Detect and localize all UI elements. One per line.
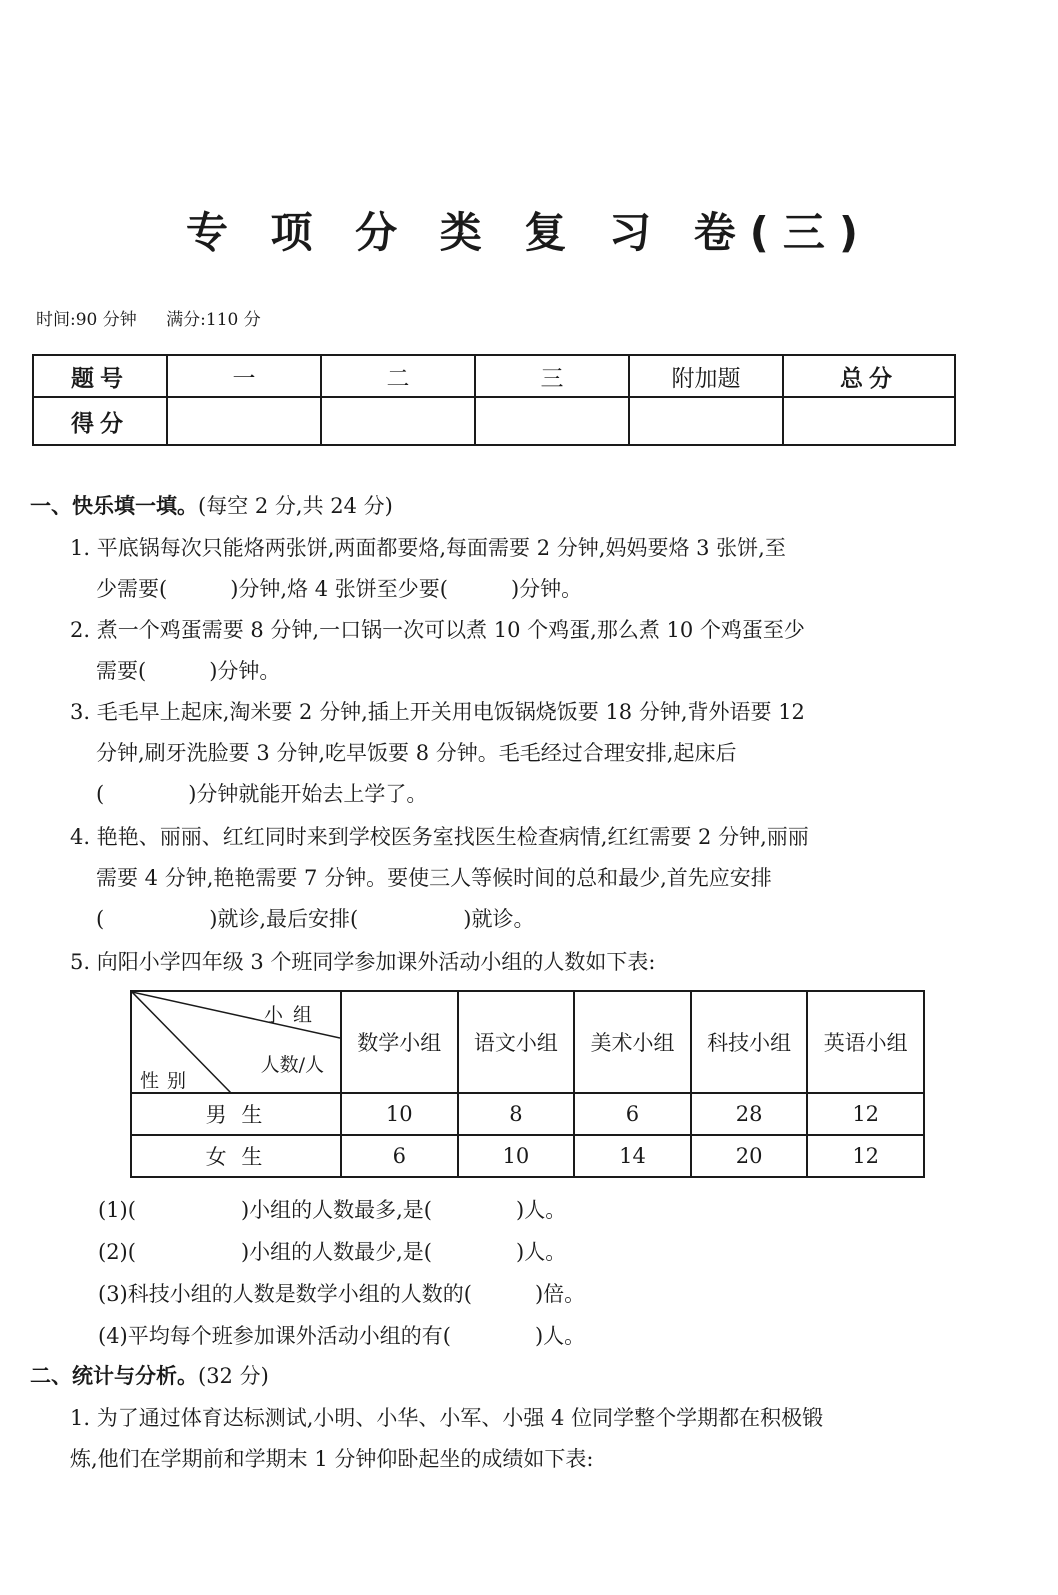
table-cell: 8 (458, 1093, 575, 1135)
score-row-label: 得分 (33, 397, 167, 445)
score-table (32, 354, 956, 446)
full-score: 满分:110 分 (166, 310, 261, 330)
time-limit: 时间:90 分钟 (36, 310, 137, 330)
group-header: 数学小组 (341, 991, 458, 1093)
score-header-cell: 一 (167, 355, 321, 397)
question-3-line-1: 3. 毛毛早上起床,淘米要 2 分钟,插上开关用电饭锅烧饭要 18 分钟,背外语要 12 (70, 700, 805, 724)
row-label: 女 生 (131, 1135, 341, 1177)
table-row (131, 1135, 924, 1177)
question-5-line-1: 5. 向阳小学四年级 3 个班同学参加课外活动小组的人数如下表: (70, 950, 656, 974)
question-3 (70, 692, 960, 815)
score-input-cell[interactable] (629, 397, 783, 445)
question-2-line-1: 2. 煮一个鸡蛋需要 8 分钟,一口锅一次可以煮 10 个鸡蛋,那么煮 10 个鸡蛋至少 (70, 618, 805, 642)
row-label: 男 生 (131, 1093, 341, 1135)
question-1-line-1: 1. 平底锅每次只能烙两张饼,两面都要烙,每面需要 2 分钟,妈妈要烙 3 张饼,至 (70, 536, 786, 560)
table-cell: 6 (341, 1135, 458, 1177)
group-header: 美术小组 (574, 991, 691, 1093)
question-2 (70, 610, 960, 692)
score-header-cell: 附加题 (629, 355, 783, 397)
score-input-cell[interactable] (321, 397, 475, 445)
section-2-heading (30, 1360, 269, 1390)
question-4-line-2: 需要 4 分钟,艳艳需要 7 分钟。要使三人等候时间的总和最少,首先应安排 (96, 866, 772, 890)
table-cell: 10 (458, 1135, 575, 1177)
diag-label-count: 人数/人 (260, 1054, 324, 1076)
section-2-question-1-line-2: 炼,他们在学期前和学期末 1 分钟仰卧起坐的成绩如下表: (70, 1447, 594, 1471)
sub-question-2: (2)( )小组的人数最少,是( )人。 (98, 1240, 567, 1264)
question-5 (70, 942, 960, 983)
question-3-line-2: 分钟,刷牙洗脸要 3 分钟,吃早饭要 8 分钟。毛毛经过合理安排,起床后 (96, 741, 737, 765)
table-row (131, 1093, 924, 1135)
score-header-cell: 二 (321, 355, 475, 397)
sub-question-3: (3)科技小组的人数是数学小组的人数的( )倍。 (98, 1282, 586, 1306)
section-2-question-1 (70, 1398, 960, 1480)
sub-question-4: (4)平均每个班参加课外活动小组的有( )人。 (98, 1324, 586, 1348)
sub-question-1: (1)( )小组的人数最多,是( )人。 (98, 1198, 567, 1222)
section-1-title: 一、快乐填一填。 (30, 494, 198, 518)
score-input-cell[interactable] (475, 397, 629, 445)
page-title: 专 项 分 类 复 习 卷(三) (185, 208, 873, 257)
group-header: 语文小组 (458, 991, 575, 1093)
section-1-note: (每空 2 分,共 24 分) (198, 494, 393, 518)
diag-label-group: 小组 (263, 1004, 322, 1026)
score-input-cell[interactable] (783, 397, 955, 445)
exam-meta (36, 305, 285, 330)
question-4-line-3: ( )就诊,最后安排( )就诊。 (96, 907, 535, 931)
section-1-heading (30, 490, 393, 520)
score-input-cell[interactable] (167, 397, 321, 445)
table-cell: 12 (807, 1093, 924, 1135)
question-2-line-2: 需要( )分钟。 (96, 659, 281, 683)
question-1 (70, 528, 960, 610)
table-cell: 20 (691, 1135, 808, 1177)
question-4 (70, 817, 960, 940)
score-header-cell: 总分 (783, 355, 955, 397)
diag-label-gender: 性别 (140, 1070, 195, 1092)
question-4-line-1: 4. 艳艳、丽丽、红红同时来到学校医务室找医生检查病情,红红需要 2 分钟,丽丽 (70, 825, 809, 849)
group-header: 科技小组 (691, 991, 808, 1093)
section-2-question-1-line-1: 1. 为了通过体育达标测试,小明、小华、小军、小强 4 位同学整个学期都在积极锻 (70, 1406, 824, 1430)
question-3-line-3: ( )分钟就能开始去上学了。 (96, 782, 428, 806)
score-header-cell: 三 (475, 355, 629, 397)
score-header-cell: 题号 (33, 355, 167, 397)
section-2-note: (32 分) (198, 1364, 269, 1388)
section-2-title: 二、统计与分析。 (30, 1364, 198, 1388)
table-cell: 28 (691, 1093, 808, 1135)
activity-groups-table (130, 990, 925, 1178)
diagonal-header-cell (131, 991, 341, 1093)
group-header: 英语小组 (807, 991, 924, 1093)
question-1-line-2: 少需要( )分钟,烙 4 张饼至少要( )分钟。 (96, 577, 583, 601)
table-cell: 12 (807, 1135, 924, 1177)
table-cell: 14 (574, 1135, 691, 1177)
table-cell: 6 (574, 1093, 691, 1135)
table-cell: 10 (341, 1093, 458, 1135)
